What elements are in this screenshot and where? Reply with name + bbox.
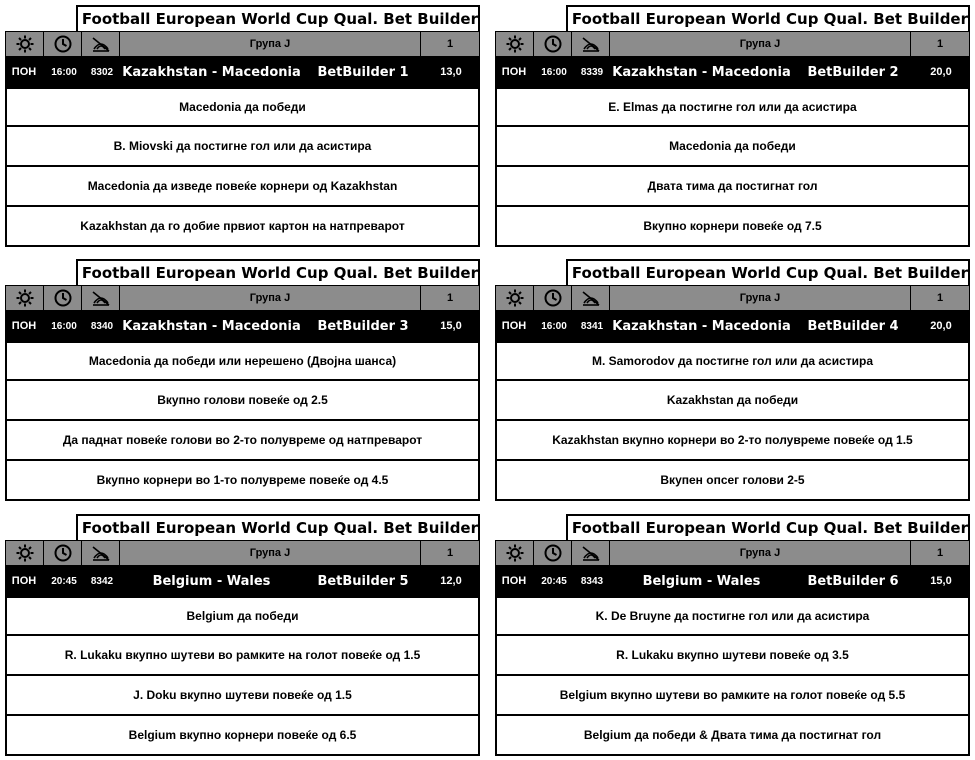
market-number: 1 [936, 292, 944, 304]
card-header [5, 5, 480, 31]
selection-row: Вкупно корнери во 1-то полувреме повеќе од 4.5 [5, 461, 480, 501]
group-label: Група J [610, 32, 911, 56]
card-title: Football European World Cup Qual. Bet Builder [76, 259, 480, 285]
clock-icon [534, 541, 572, 565]
match-code: 8342 [90, 575, 114, 587]
clock-icon [44, 286, 82, 310]
sun-gear-icon [496, 32, 534, 56]
selection-row: K. De Bruyne да постигне гол или да асистира [495, 596, 970, 636]
match-day: ПОН [11, 66, 37, 78]
odds-value[interactable]: 12,0 [440, 575, 462, 587]
bet-builder-card [495, 514, 970, 756]
bet-builder-card [495, 259, 970, 501]
odds-value[interactable]: 20,0 [930, 320, 952, 332]
match-row[interactable] [495, 57, 970, 87]
bet-builder-label: BetBuilder 4 [807, 318, 899, 334]
sun-gear-icon [6, 541, 44, 565]
match-day: ПОН [501, 66, 527, 78]
match-code: 8302 [90, 66, 114, 78]
selection-row: Belgium вкупно корнери повеќе од 6.5 [5, 716, 480, 756]
icon-bar [495, 285, 970, 311]
match-teams: Kazakhstan - Macedonia [122, 318, 301, 334]
selection-row: Двата тима да постигнат гол [495, 167, 970, 207]
match-code: 8339 [580, 66, 604, 78]
match-code: 8341 [580, 320, 604, 332]
match-time: 16:00 [51, 320, 77, 332]
selection-row: B. Miovski да постигне гол или да асистира [5, 127, 480, 167]
no-signal-icon [82, 32, 120, 56]
sun-gear-icon [6, 286, 44, 310]
selection-row: Belgium да победи [5, 596, 480, 636]
icon-bar [5, 285, 480, 311]
odds-value[interactable]: 15,0 [930, 575, 952, 587]
match-teams: Kazakhstan - Macedonia [122, 64, 301, 80]
market-number: 1 [446, 547, 454, 559]
selection-row: Kazakhstan да победи [495, 381, 970, 421]
bet-builder-card [5, 5, 480, 247]
card-title: Football European World Cup Qual. Bet Builder [566, 5, 970, 31]
bet-builder-label: BetBuilder 1 [317, 64, 409, 80]
no-signal-icon [82, 286, 120, 310]
match-day: ПОН [501, 320, 527, 332]
selection-row: Belgium вкупно шутеви во рамките на голот повеќе од 5.5 [495, 676, 970, 716]
icon-bar [495, 540, 970, 566]
odds-value[interactable]: 20,0 [930, 66, 952, 78]
icon-bar [5, 31, 480, 57]
odds-value[interactable]: 13,0 [440, 66, 462, 78]
group-label: Група J [610, 286, 911, 310]
selection-row: Вкупно голови повеќе од 2.5 [5, 381, 480, 421]
no-signal-icon [572, 541, 610, 565]
bet-builder-label: BetBuilder 6 [807, 573, 899, 589]
bet-builder-card [5, 514, 480, 756]
match-teams: Kazakhstan - Macedonia [612, 64, 791, 80]
selection-row: E. Elmas да постигне гол или да асистира [495, 87, 970, 127]
selection-row: Macedonia да изведе повеќе корнери од Kazakhstan [5, 167, 480, 207]
selection-row: Да паднат повеќе голови во 2-то полувреме од натпреварот [5, 421, 480, 461]
selection-row: Kazakhstan да го добие првиот картон на натпреварот [5, 207, 480, 247]
market-number: 1 [446, 292, 454, 304]
match-time: 20:45 [51, 575, 77, 587]
clock-icon [534, 32, 572, 56]
no-signal-icon [572, 32, 610, 56]
clock-icon [44, 32, 82, 56]
card-header [495, 5, 970, 31]
market-number: 1 [446, 38, 454, 50]
match-code: 8343 [580, 575, 604, 587]
group-label: Група J [120, 286, 421, 310]
selection-row: Macedonia да победи или нерешено (Двојна шанса) [5, 341, 480, 381]
card-title: Football European World Cup Qual. Bet Builder [76, 514, 480, 540]
no-signal-icon [572, 286, 610, 310]
card-header [495, 259, 970, 285]
sun-gear-icon [6, 32, 44, 56]
market-number: 1 [936, 38, 944, 50]
selection-row: R. Lukaku вкупно шутеви во рамките на голот повеќе од 1.5 [5, 636, 480, 676]
match-code: 8340 [90, 320, 114, 332]
match-row[interactable] [495, 566, 970, 596]
match-row[interactable] [5, 566, 480, 596]
selection-row: Вкупно корнери повеќе од 7.5 [495, 207, 970, 247]
match-row[interactable] [5, 311, 480, 341]
match-time: 20:45 [541, 575, 567, 587]
selection-row: J. Doku вкупно шутеви повеќе од 1.5 [5, 676, 480, 716]
bet-builder-label: BetBuilder 5 [317, 573, 409, 589]
bet-builder-label: BetBuilder 3 [317, 318, 409, 334]
group-label: Група J [120, 541, 421, 565]
match-time: 16:00 [541, 66, 567, 78]
icon-bar [5, 540, 480, 566]
card-header [495, 514, 970, 540]
clock-icon [534, 286, 572, 310]
bet-builder-card [5, 259, 480, 501]
match-day: ПОН [11, 575, 37, 587]
group-label: Група J [610, 541, 911, 565]
card-title: Football European World Cup Qual. Bet Builder [566, 259, 970, 285]
sun-gear-icon [496, 541, 534, 565]
match-day: ПОН [11, 320, 37, 332]
market-number: 1 [936, 547, 944, 559]
match-day: ПОН [501, 575, 527, 587]
match-row[interactable] [5, 57, 480, 87]
bet-builder-card [495, 5, 970, 247]
clock-icon [44, 541, 82, 565]
card-title: Football European World Cup Qual. Bet Builder [566, 514, 970, 540]
selection-row: Belgium да победи & Двата тима да постигнат гол [495, 716, 970, 756]
match-time: 16:00 [541, 320, 567, 332]
no-signal-icon [82, 541, 120, 565]
sun-gear-icon [496, 286, 534, 310]
match-teams: Kazakhstan - Macedonia [612, 318, 791, 334]
selection-row: Вкупен опсег голови 2-5 [495, 461, 970, 501]
match-row[interactable] [495, 311, 970, 341]
selection-row: Macedonia да победи [5, 87, 480, 127]
match-time: 16:00 [51, 66, 77, 78]
selection-row: Macedonia да победи [495, 127, 970, 167]
icon-bar [495, 31, 970, 57]
match-teams: Belgium - Wales [152, 573, 271, 589]
card-header [5, 259, 480, 285]
odds-value[interactable]: 15,0 [440, 320, 462, 332]
selection-row: M. Samorodov да постигне гол или да асистира [495, 341, 970, 381]
selection-row: R. Lukaku вкупно шутеви повеќе од 3.5 [495, 636, 970, 676]
card-title: Football European World Cup Qual. Bet Builder [76, 5, 480, 31]
bet-builder-label: BetBuilder 2 [807, 64, 899, 80]
group-label: Група J [120, 32, 421, 56]
match-teams: Belgium - Wales [642, 573, 761, 589]
selection-row: Kazakhstan вкупно корнери во 2-то полувреме повеќе од 1.5 [495, 421, 970, 461]
card-header [5, 514, 480, 540]
